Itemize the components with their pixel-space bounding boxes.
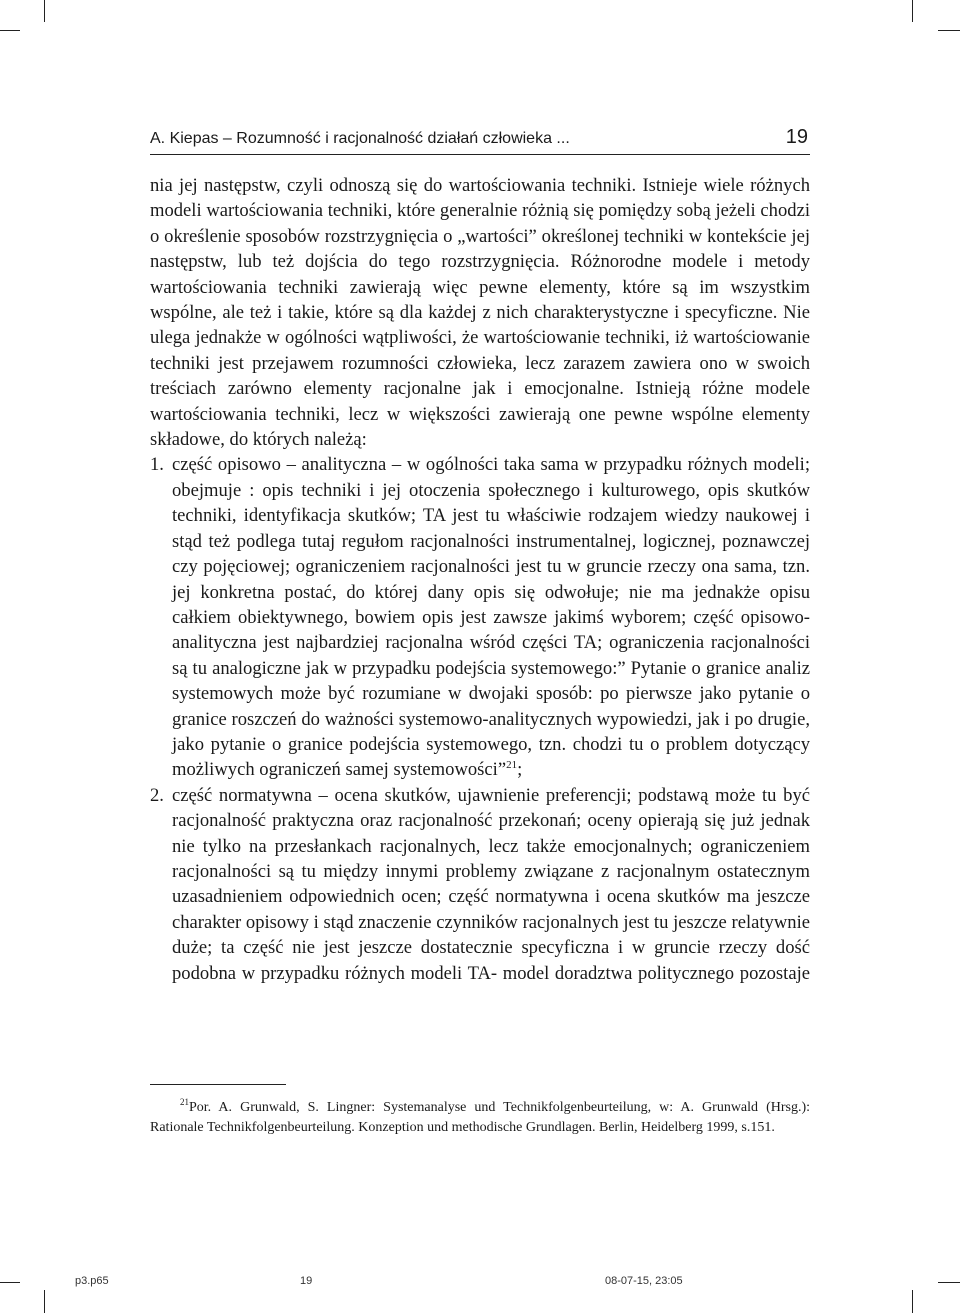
crop-mark bbox=[938, 30, 960, 31]
list-item-content bbox=[172, 452, 810, 782]
list-item-number: 2. bbox=[150, 784, 164, 806]
footnote-rule bbox=[150, 1084, 286, 1085]
slug-filename: p3.p65 bbox=[75, 1275, 109, 1287]
page-number: 19 bbox=[785, 126, 808, 148]
list-item-text: część normatywna – ocena skutków, ujawnienie preferencji; podstawą może tu być racjonalność praktyczna oraz racjonalność przekonań; oceny opierają się już jednak nie tylko na przesłankach racjonalnych, lecz także emocjonalnych; ograniczeniem racjonalności są tu między innymi problemy związane z racjonalnym ostatecznym uzasadnieniem odpowiednich ocen; część normatywna i ocena skutków ma jeszcze charakter opisowy i stąd znaczenie czynników racjonalnych jest tu jeszcze relatywnie duże; ta część nie jest jeszcze dostatecznie specyficzna i w gruncie rzeczy dość podobna w przypadku różnych modeli TA- model doradztwa politycznego pozostaje bbox=[172, 784, 810, 984]
list-item-text: część opisowo – analityczna – w ogólności taka sama w przypadku różnych modeli; obejmuje : opis techniki i jej otoczenia społecznego i kulturowego, opis skutków techniki, identyfikacja skutków; TA jest tu właściwie rodzajem wiedzy naukowej i stąd też podlega tutaj regułom racjonalności instrumentalnej, logicznej, poznawczej czy pojęciowej; ograniczeniem racjonalności jest tu w gruncie rzeczy ona sama, tzn. jej konkretna postać, do której dany opis się odwołuje; nie ma jednakże opisu całkiem obiektywnego, bowiem opis jest zawsze jakimś wyborem; część opisowo-analityczna jest najbardziej racjonalna wśród części TA; ograniczenia racjonalności są tu analogiczne jak w przypadku podejścia systemowego:” Pytanie o granice analiz systemowych może być rozumiane w dwojaki sposób: po pierwsze jako pytanie o granice roszczeń do ważności systemowo-analitycznych wypowiedzi, jak i po drugie, jako pytanie o granice podejścia systemowego, tzn. chodzi tu o problem dotyczący możliwych ograniczeń samej systemowości” bbox=[172, 454, 810, 781]
crop-mark bbox=[44, 1290, 45, 1313]
list-item-1 bbox=[150, 452, 810, 782]
crop-mark bbox=[0, 30, 20, 31]
crop-mark bbox=[44, 0, 45, 22]
footnote-marker: 21 bbox=[180, 1097, 189, 1108]
footnote bbox=[150, 1098, 810, 1137]
list-item-2 bbox=[150, 783, 810, 986]
list-item-end: ; bbox=[517, 759, 523, 781]
body-paragraph: nia jej następstw, czyli odnoszą się do wartościowania techniki. Istnieje wiele różnych modeli wartościowania techniki, które generalnie różnią się pomiędzy sobą jeżeli chodzi o określenie sposobów rozstrzygnięcia o „wartości” określonej techniki w kontekście jej następstw, lub też dojścia do tego rozstrzygnięcia. Różnorodne modele i metody wartościowania techniki zawierają więc pewne elementy, które są im wszystkim wspólne, ale też i takie, które są dla każdej z nich charakterystyczne i specyficzne. Nie ulega jednakże w ogólności wątpliwości, że wartościowanie techniki, iż wartościowanie techniki jest przejawem rozumności człowieka, lecz zarazem zawiera ono w swoich treściach zarówno elementy racjonalne jak i emocjonalne. Istnieją różne modele wartościowania techniki, lecz w większości zawierają one pewne wspólne elementy składowe, do których należą: bbox=[150, 175, 810, 451]
crop-mark bbox=[0, 1282, 20, 1283]
footnote-reference: 21 bbox=[506, 759, 518, 772]
footnote-text: Por. A. Grunwald, S. Lingner: Systemanalyse und Technikfolgenbeurteilung, w: A. Grunwald (Hrsg.): Rationale Technikfolgenbeurteilung. Konzeption und methodische Grundlagen. Berlin, Heidelberg 1999, s.151. bbox=[150, 1100, 810, 1135]
running-header bbox=[150, 126, 810, 155]
crop-mark bbox=[912, 1290, 913, 1313]
crop-mark bbox=[912, 0, 913, 22]
slug-datetime: 08-07-15, 23:05 bbox=[605, 1275, 683, 1287]
running-title: A. Kiepas – Rozumność i racjonalność działań człowieka ... bbox=[150, 130, 570, 147]
list-item-number: 1. bbox=[150, 454, 164, 476]
body-text bbox=[150, 173, 810, 986]
crop-mark bbox=[938, 1282, 960, 1283]
slug-page: 19 bbox=[300, 1275, 313, 1287]
